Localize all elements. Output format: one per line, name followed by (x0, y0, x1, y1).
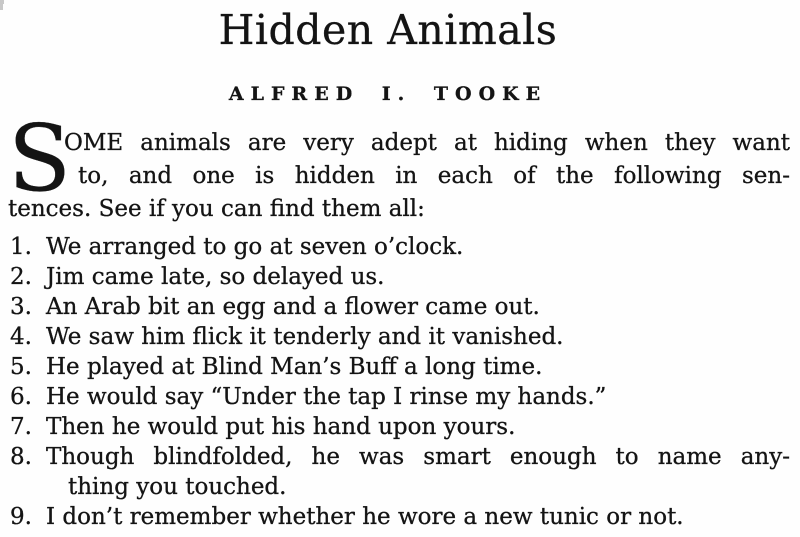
item-text: Jim came late, so delayed us. (46, 264, 385, 290)
item-text: Though blindfolded, he was smart enough to name any- (46, 444, 790, 470)
item-number: 3. (10, 294, 32, 320)
item-text: I don’t remember whether he wore a new tunic or not. (46, 504, 684, 530)
drop-cap: S (8, 105, 72, 212)
list-item (8, 382, 790, 412)
item-number: 7. (10, 414, 32, 440)
list-item (8, 352, 790, 382)
list-item (8, 502, 790, 532)
list-item (8, 232, 790, 262)
puzzle-sentence-list (8, 232, 790, 532)
item-number: 2. (10, 264, 32, 290)
item-text: He played at Blind Man’s Buff a long time. (46, 354, 543, 380)
item-number: 1. (10, 234, 32, 260)
page-header (0, 0, 800, 104)
item-text-wrapped: thing you touched. (68, 474, 287, 500)
scan-artifact (0, 0, 3, 10)
intro-line: OME animals are very adept at hiding when they want (64, 130, 790, 156)
author-byline: ALFRED I. TOOKE (228, 83, 548, 105)
item-number: 9. (10, 504, 32, 530)
list-item (8, 412, 790, 442)
list-item (8, 292, 790, 322)
item-text: An Arab bit an egg and a flower came out. (46, 294, 540, 320)
list-item-continuation (8, 472, 790, 502)
list-item (8, 442, 790, 472)
list-item (8, 322, 790, 352)
item-text: We saw him flick it tenderly and it vanished. (46, 324, 564, 350)
intro-paragraph (8, 105, 790, 226)
item-number-spacer (8, 472, 46, 502)
item-text: Then he would put his hand upon yours. (46, 414, 516, 440)
page-title: Hidden Animals (218, 6, 558, 54)
item-text: He would say “Under the tap I rinse my hands.” (46, 384, 607, 410)
item-text: We arranged to go at seven o’clock. (46, 234, 464, 260)
item-number: 5. (10, 354, 32, 380)
list-item (8, 262, 790, 292)
intro-line: tences. See if you can find them all: (8, 196, 425, 222)
item-number: 6. (10, 384, 32, 410)
intro-line: to, and one is hidden in each of the following sen- (78, 163, 790, 189)
item-number: 8. (10, 444, 32, 470)
item-number: 4. (10, 324, 32, 350)
